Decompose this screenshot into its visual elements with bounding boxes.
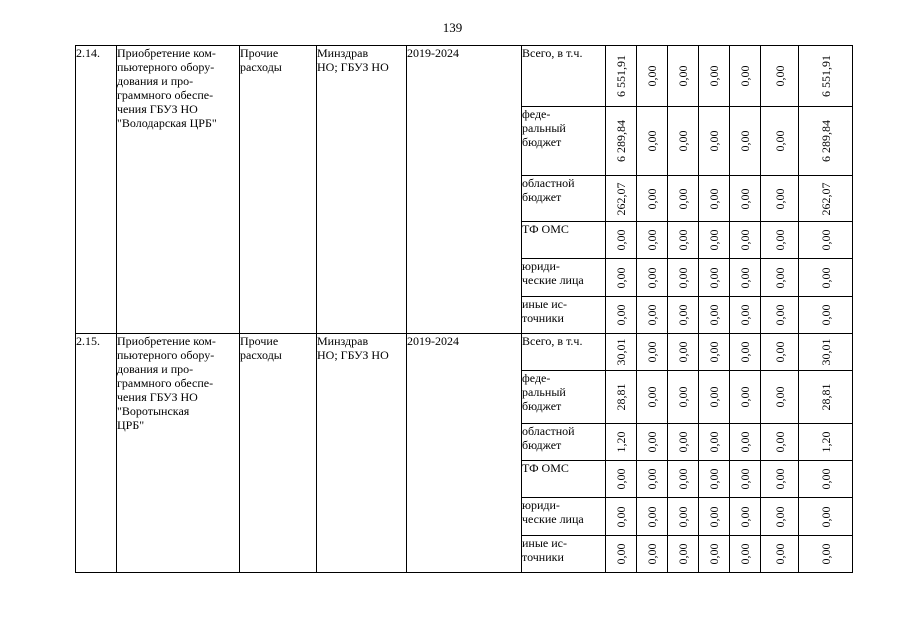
page-number: 139: [442, 20, 463, 35]
amount-value: 6 551,91: [818, 55, 833, 97]
item-executor: Минздрав НО; ГБУЗ НО: [317, 334, 407, 573]
amount-cell: [668, 498, 699, 536]
amount-cell: [637, 176, 668, 222]
amount-value: 0,00: [772, 431, 787, 453]
amount-value: 0,00: [645, 267, 659, 288]
amount-value: 0,00: [772, 386, 787, 408]
amount-cell: [668, 371, 699, 424]
amount-value: 0,00: [676, 65, 690, 87]
amount-cell: [637, 222, 668, 259]
amount-cell: [730, 222, 761, 259]
amount-value: 0,00: [707, 543, 721, 565]
amount-cell: [699, 107, 730, 176]
amount-cell: [799, 297, 853, 334]
amount-value: 0,00: [707, 267, 721, 288]
amount-cell: [668, 461, 699, 498]
amount-cell: [799, 259, 853, 297]
amount-cell: [799, 498, 853, 536]
amount-cell: [730, 107, 761, 176]
amount-value: 262,07: [614, 182, 628, 215]
amount-cell: [637, 297, 668, 334]
amount-cell: [761, 46, 799, 107]
item-period: 2019-2024: [407, 46, 522, 334]
amount-value: 0,00: [818, 543, 833, 565]
amount-cell: [606, 107, 637, 176]
amount-cell: [699, 424, 730, 461]
budget-table: [75, 45, 853, 573]
amount-value: 0,00: [738, 431, 752, 453]
amount-value: 0,00: [614, 468, 628, 490]
amount-value: 6 289,84: [614, 120, 628, 162]
amount-value: 0,00: [645, 431, 659, 453]
amount-value: 0,00: [818, 468, 833, 490]
amount-cell: [761, 371, 799, 424]
amount-cell: [699, 334, 730, 371]
item-number: 2.15.: [76, 334, 117, 573]
amount-value: 0,00: [738, 188, 752, 209]
amount-value: 0,00: [772, 188, 787, 209]
amount-cell: [668, 46, 699, 107]
amount-value: 0,00: [614, 304, 628, 326]
amount-value: 0,00: [818, 229, 833, 251]
amount-value: 0,00: [738, 65, 752, 87]
amount-value: 0,00: [738, 543, 752, 565]
amount-value: 1,20: [614, 431, 628, 453]
amount-value: 0,00: [645, 304, 659, 326]
item-name: Приобретение ком- пьютерного обору- дования и про- граммного обеспе- чения ГБУЗ НО "Володарская ЦРБ": [117, 46, 240, 334]
amount-value: 0,00: [645, 130, 659, 152]
amount-cell: [606, 259, 637, 297]
amount-cell: [730, 46, 761, 107]
amount-value: 0,00: [645, 386, 659, 408]
item-number: 2.14.: [76, 46, 117, 334]
amount-cell: [730, 259, 761, 297]
amount-cell: [730, 297, 761, 334]
amount-value: 0,00: [772, 229, 787, 251]
amount-value: 0,00: [614, 229, 628, 251]
funding-source-label: ТФ ОМС: [522, 461, 606, 498]
amount-cell: [761, 107, 799, 176]
amount-value: 0,00: [818, 506, 833, 527]
funding-source-label: ТФ ОМС: [522, 222, 606, 259]
amount-value: 0,00: [772, 543, 787, 565]
amount-cell: [606, 334, 637, 371]
funding-source-label: иные ис- точники: [522, 297, 606, 334]
amount-value: 0,00: [707, 341, 721, 363]
amount-cell: [668, 222, 699, 259]
amount-cell: [761, 498, 799, 536]
funding-source-label: юриди- ческие лица: [522, 498, 606, 536]
amount-cell: [606, 536, 637, 573]
amount-cell: [761, 461, 799, 498]
amount-value: 0,00: [676, 341, 690, 363]
amount-value: 0,00: [738, 506, 752, 527]
funding-source-label: иные ис- точники: [522, 536, 606, 573]
amount-value: 0,00: [738, 468, 752, 490]
amount-value: 0,00: [645, 188, 659, 209]
amount-value: 0,00: [738, 386, 752, 408]
amount-value: 0,00: [818, 267, 833, 288]
amount-value: 0,00: [707, 386, 721, 408]
item-executor: Минздрав НО; ГБУЗ НО: [317, 46, 407, 334]
amount-value: 0,00: [772, 341, 787, 363]
amount-value: 0,00: [614, 267, 628, 288]
amount-cell: [699, 461, 730, 498]
amount-cell: [606, 498, 637, 536]
amount-cell: [730, 334, 761, 371]
amount-cell: [699, 297, 730, 334]
amount-value: 0,00: [676, 386, 690, 408]
amount-cell: [761, 424, 799, 461]
funding-source-label: феде- ральный бюджет: [522, 371, 606, 424]
amount-value: 0,00: [707, 188, 721, 209]
amount-value: 0,00: [645, 65, 659, 87]
amount-value: 0,00: [818, 304, 833, 326]
amount-value: 0,00: [707, 65, 721, 87]
amount-value: 28,81: [818, 383, 833, 411]
amount-cell: [606, 461, 637, 498]
amount-value: 0,00: [738, 130, 752, 152]
amount-value: 0,00: [614, 506, 628, 527]
amount-cell: [799, 46, 853, 107]
amount-cell: [799, 222, 853, 259]
amount-value: 0,00: [738, 267, 752, 288]
amount-cell: [699, 222, 730, 259]
amount-cell: [799, 461, 853, 498]
amount-cell: [730, 371, 761, 424]
amount-cell: [761, 222, 799, 259]
amount-cell: [761, 334, 799, 371]
amount-cell: [699, 46, 730, 107]
item-name: Приобретение ком- пьютерного обору- дования и про- граммного обеспе- чения ГБУЗ НО "Воротынская ЦРБ": [117, 334, 240, 573]
amount-cell: [668, 259, 699, 297]
amount-value: 0,00: [676, 188, 690, 209]
funding-source-label: Всего, в т.ч.: [522, 46, 606, 107]
table-row: [76, 46, 853, 107]
amount-value: 262,07: [818, 182, 833, 215]
amount-cell: [799, 176, 853, 222]
amount-cell: [730, 176, 761, 222]
amount-cell: [606, 297, 637, 334]
amount-cell: [799, 536, 853, 573]
amount-cell: [761, 536, 799, 573]
amount-value: 0,00: [738, 229, 752, 251]
amount-value: 30,01: [614, 338, 628, 366]
amount-value: 0,00: [707, 468, 721, 490]
amount-value: 0,00: [772, 468, 787, 490]
funding-source-label: Всего, в т.ч.: [522, 334, 606, 371]
amount-cell: [606, 176, 637, 222]
amount-cell: [761, 259, 799, 297]
amount-value: 0,00: [645, 341, 659, 363]
amount-value: 0,00: [772, 304, 787, 326]
amount-cell: [637, 461, 668, 498]
amount-cell: [637, 536, 668, 573]
amount-value: 0,00: [676, 304, 690, 326]
amount-value: 28,81: [614, 383, 628, 411]
amount-cell: [668, 424, 699, 461]
amount-value: 6 551,91: [614, 55, 628, 97]
amount-cell: [799, 107, 853, 176]
amount-value: 0,00: [707, 304, 721, 326]
amount-cell: [668, 334, 699, 371]
amount-value: 0,00: [676, 130, 690, 152]
item-category: Прочие расходы: [240, 334, 317, 573]
amount-cell: [699, 498, 730, 536]
amount-value: 0,00: [772, 267, 787, 288]
amount-cell: [799, 424, 853, 461]
amount-value: 0,00: [707, 130, 721, 152]
amount-value: 0,00: [707, 229, 721, 251]
item-period: 2019-2024: [407, 334, 522, 573]
amount-cell: [730, 461, 761, 498]
amount-cell: [699, 536, 730, 573]
amount-cell: [761, 176, 799, 222]
amount-value: 0,00: [645, 229, 659, 251]
amount-cell: [668, 107, 699, 176]
table-row: [76, 334, 853, 371]
amount-value: 0,00: [614, 543, 628, 565]
amount-cell: [730, 536, 761, 573]
amount-cell: [799, 371, 853, 424]
funding-source-label: феде- ральный бюджет: [522, 107, 606, 176]
amount-cell: [699, 259, 730, 297]
amount-cell: [668, 176, 699, 222]
amount-value: 6 289,84: [818, 120, 833, 162]
amount-cell: [637, 334, 668, 371]
amount-cell: [799, 334, 853, 371]
amount-value: 0,00: [645, 468, 659, 490]
amount-cell: [730, 498, 761, 536]
amount-value: 0,00: [738, 304, 752, 326]
amount-value: 0,00: [676, 468, 690, 490]
item-category: Прочие расходы: [240, 46, 317, 334]
amount-cell: [606, 222, 637, 259]
amount-cell: [637, 424, 668, 461]
amount-cell: [699, 176, 730, 222]
amount-value: 0,00: [772, 506, 787, 527]
amount-cell: [637, 498, 668, 536]
amount-value: 0,00: [738, 341, 752, 363]
amount-value: 0,00: [676, 506, 690, 527]
amount-cell: [637, 46, 668, 107]
amount-cell: [606, 424, 637, 461]
amount-cell: [606, 46, 637, 107]
amount-cell: [668, 536, 699, 573]
amount-cell: [637, 371, 668, 424]
amount-cell: [668, 297, 699, 334]
amount-value: 0,00: [707, 506, 721, 527]
funding-source-label: областной бюджет: [522, 424, 606, 461]
funding-source-label: юриди- ческие лица: [522, 259, 606, 297]
amount-value: 0,00: [772, 130, 787, 152]
amount-value: 0,00: [676, 431, 690, 453]
amount-value: 0,00: [645, 543, 659, 565]
amount-cell: [761, 297, 799, 334]
amount-cell: [606, 371, 637, 424]
amount-value: 0,00: [772, 65, 787, 87]
amount-value: 0,00: [676, 543, 690, 565]
amount-value: 0,00: [707, 431, 721, 453]
amount-cell: [637, 107, 668, 176]
amount-value: 0,00: [645, 506, 659, 527]
amount-value: 0,00: [676, 267, 690, 288]
amount-cell: [637, 259, 668, 297]
amount-value: 30,01: [818, 338, 833, 366]
amount-value: 1,20: [818, 431, 833, 453]
funding-source-label: областной бюджет: [522, 176, 606, 222]
amount-value: 0,00: [676, 229, 690, 251]
amount-cell: [730, 424, 761, 461]
amount-cell: [699, 371, 730, 424]
